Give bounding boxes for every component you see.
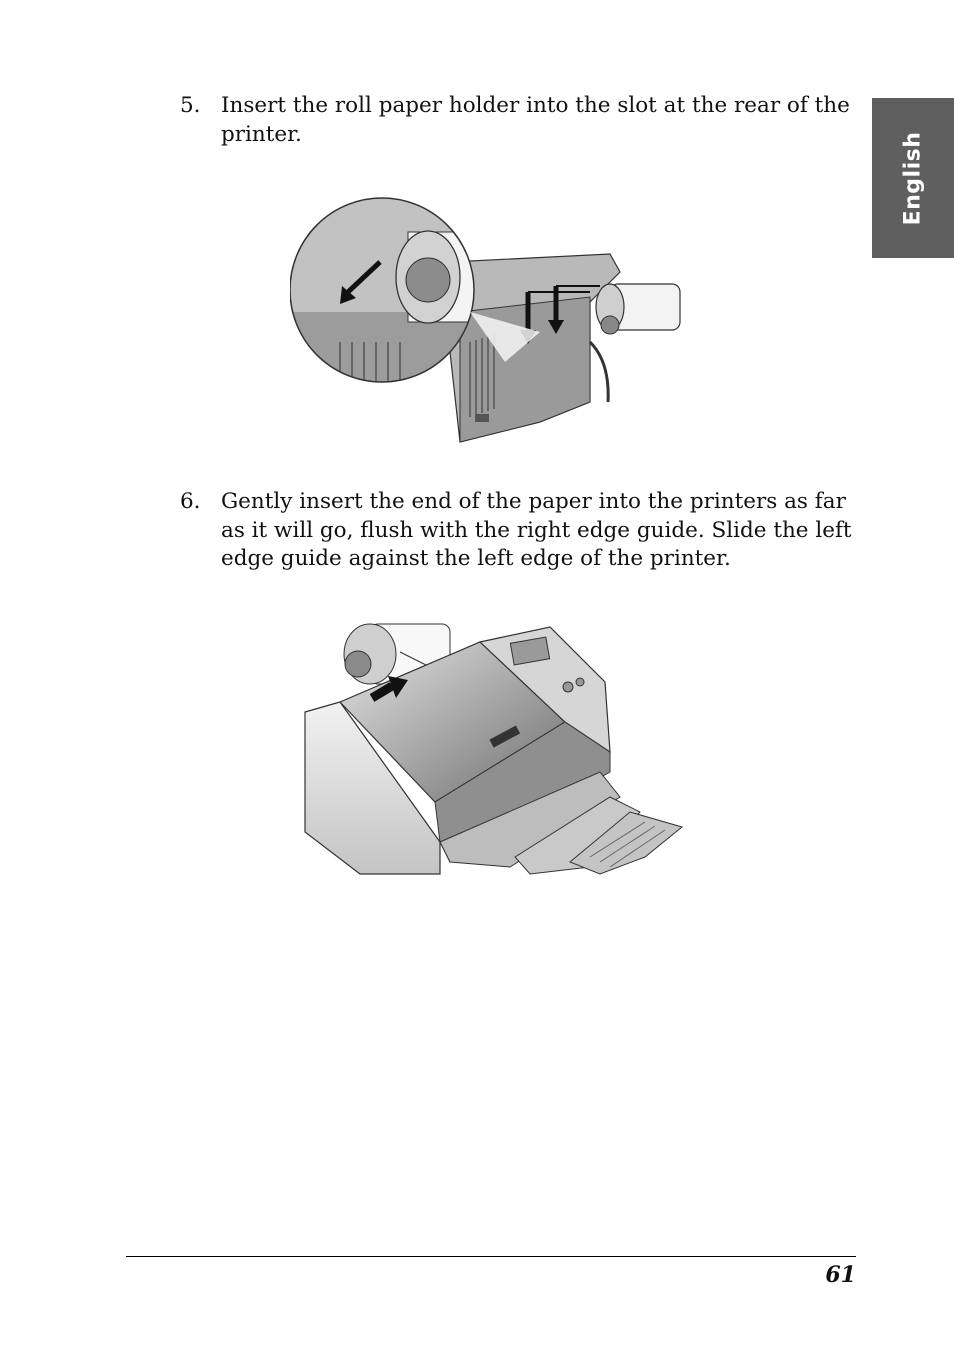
step-text: Gently insert the end of the paper into the printers as far as it will go, flush with the right edge guide. Slide the left edge guide against the left edge of the printer. (221, 489, 852, 571)
step-number: 6. (180, 489, 201, 514)
rear-printer-illustration (290, 192, 690, 447)
language-tab (872, 98, 954, 258)
page-number: 61 (825, 1262, 856, 1288)
step-6 (180, 488, 860, 574)
step-text: Insert the roll paper holder into the slot at the rear of the printer. (221, 93, 850, 147)
footer-rule (126, 1256, 856, 1257)
step-5 (180, 92, 860, 149)
front-printer-illustration (300, 612, 690, 880)
language-tab-label: English (900, 131, 926, 225)
step-number: 5. (180, 93, 201, 118)
